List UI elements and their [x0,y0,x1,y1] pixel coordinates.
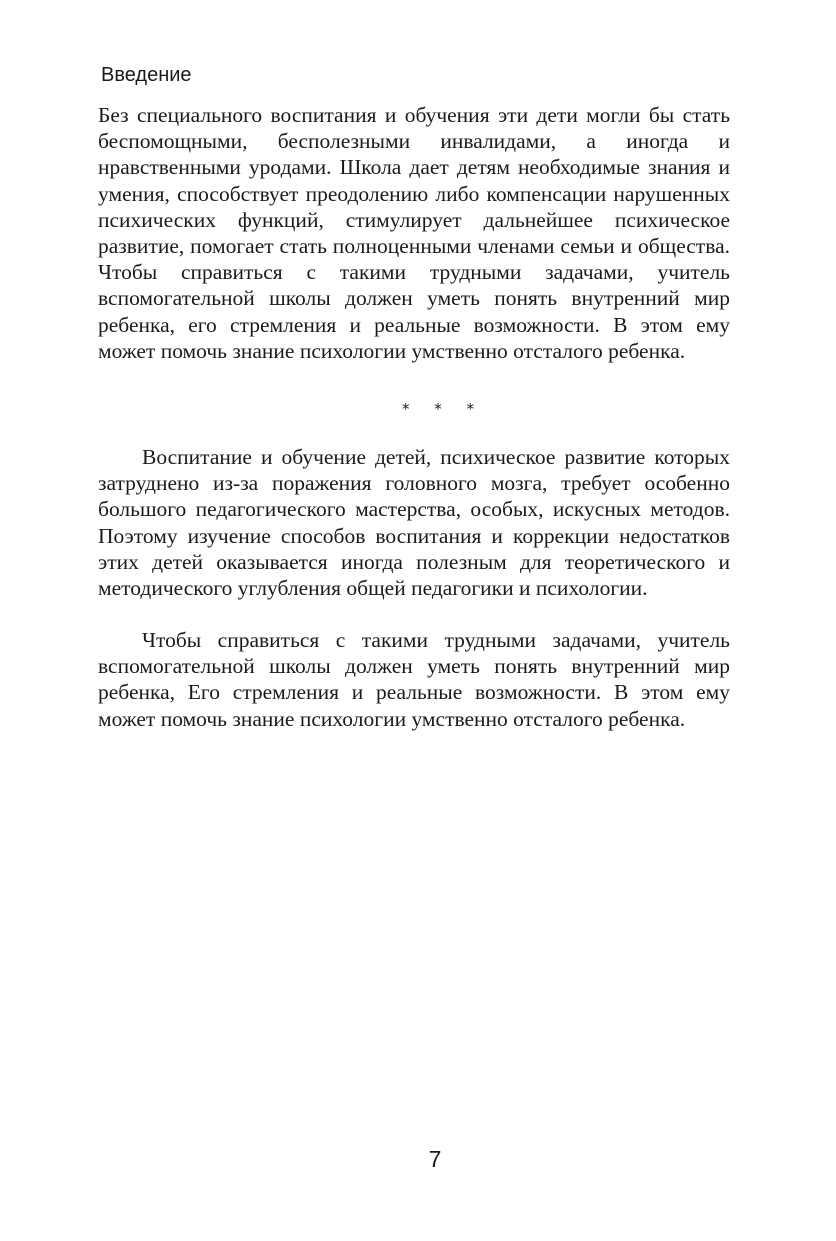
paragraph-2: Воспитание и обучение детей, психическое развитие которых затруднено из-за поражения головного мозга, требует особенно большого педагогического мастерства, особых, искусных методов. Поэтому изучение способов воспитания и коррекции недостатков этих детей оказывается иногда полезным для теоретического и методического углубления общей педагогики и психологии. [98,445,730,601]
running-head: Введение [101,64,192,86]
section-separator: * * * [401,400,485,418]
paragraph-1: Без специального воспитания и обучения эти дети могли бы стать беспомощными, бесполезными инвалидами, а иногда и нравственными уродами. Школа дает детям необходимые знания и умения, способствует преодолению либо компенсации нарушенных психических функций, стимулирует дальнейшее психическое развитие, помогает стать полноценными членами семьи и общества. Чтобы справиться с такими трудными задачами, учитель вспомогательной школы должен уметь понять внутренний мир ребенка, его стремления и реальные возможности. В этом ему может помочь знание психологии умственно отсталого ребенка. [98,103,730,363]
paragraph-3: Чтобы справиться с такими трудными задачами, учитель вспомогательной школы должен уметь понять внутренний мир ребенка, Его стремления и реальные возможности. В этом ему может помочь знание психологии умственно отсталого ребенка. [98,628,730,731]
page-number: 7 [428,1146,442,1172]
